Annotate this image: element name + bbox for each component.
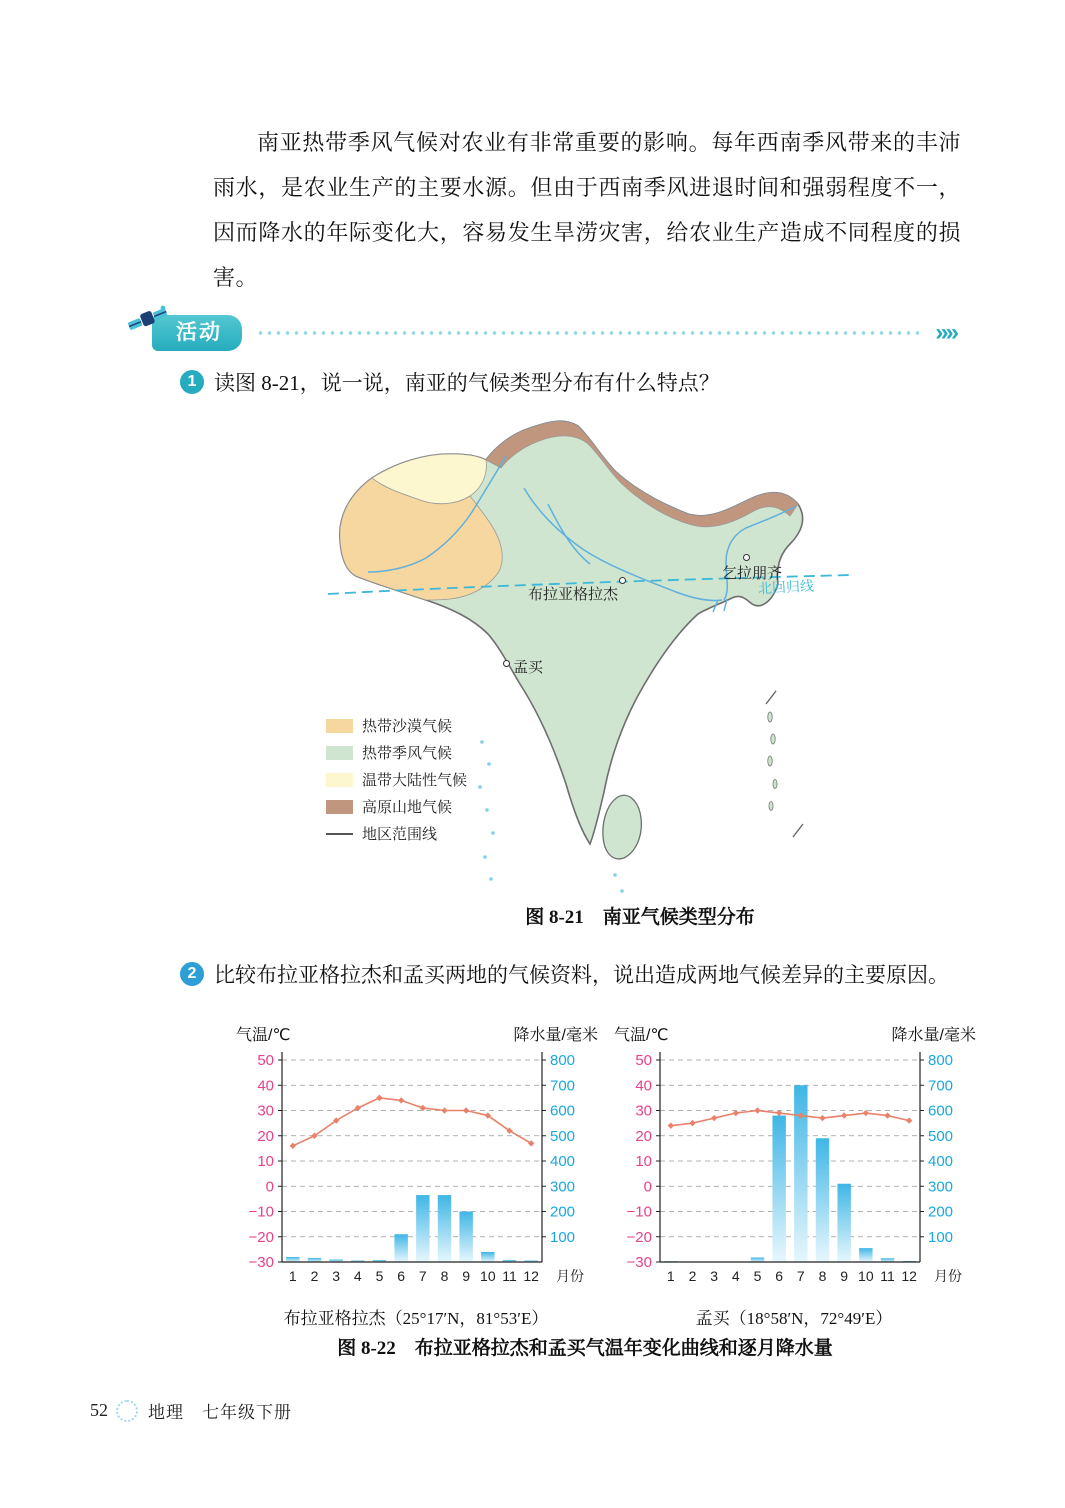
svg-text:100: 100	[550, 1228, 576, 1246]
svg-text:8: 8	[818, 1268, 827, 1284]
svg-text:10: 10	[257, 1153, 274, 1170]
svg-text:−20: −20	[248, 1228, 274, 1246]
climate-chart-mumbai-svg	[608, 1020, 980, 1302]
svg-text:11: 11	[880, 1268, 895, 1284]
legend-item-monsoon	[326, 739, 467, 766]
svg-text:200: 200	[550, 1203, 576, 1221]
svg-text:20: 20	[257, 1127, 274, 1145]
svg-text:12: 12	[901, 1268, 917, 1284]
svg-text:800: 800	[928, 1052, 954, 1069]
climate-chart-mumbai	[608, 1020, 980, 1329]
svg-text:100: 100	[928, 1228, 954, 1246]
svg-text:700: 700	[928, 1077, 954, 1095]
svg-text:4: 4	[353, 1268, 362, 1284]
map-legend	[326, 712, 467, 847]
svg-text:40: 40	[635, 1077, 652, 1095]
activity-number-badge-1: 1	[180, 370, 204, 394]
svg-text:500: 500	[550, 1127, 576, 1145]
svg-text:降水量/毫米: 降水量/毫米	[891, 1027, 976, 1044]
svg-text:10: 10	[480, 1268, 496, 1284]
city-dot-cherrapunji	[743, 554, 750, 561]
climate-chart-prayagraj-svg	[230, 1020, 602, 1302]
page-number: 52	[90, 1400, 108, 1420]
station-label-prayagraj: 布拉亚格拉杰（25°17′N，81°53′E）	[283, 1309, 549, 1328]
svg-text:50: 50	[635, 1052, 652, 1069]
legend-label-monsoon: 热带季风气候	[362, 745, 453, 762]
svg-text:4: 4	[731, 1268, 740, 1284]
svg-text:9: 9	[462, 1268, 471, 1284]
activity-arrows-icon: »»	[935, 319, 956, 346]
footer-dotted-circle-icon	[116, 1400, 138, 1422]
svg-text:3: 3	[332, 1268, 341, 1284]
svg-text:7: 7	[796, 1268, 805, 1284]
city-label-prayagraj: 布拉亚格拉杰	[528, 586, 619, 603]
svg-text:30: 30	[257, 1102, 274, 1120]
city-dot-prayagraj	[619, 577, 626, 584]
activity-item-2	[180, 960, 985, 990]
svg-text:7: 7	[418, 1268, 427, 1284]
activity-text-1: 读图 8-21，说一说，南亚的气候类型分布有什么特点？	[214, 371, 720, 395]
footer-book-title: 地理 七年级下册	[148, 1403, 292, 1422]
legend-swatch-temperate	[326, 773, 353, 787]
legend-swatch-boundary-line	[326, 833, 353, 835]
svg-text:−30: −30	[626, 1254, 652, 1271]
svg-text:−10: −10	[248, 1203, 274, 1221]
page-footer	[90, 1398, 292, 1423]
activity-badge: 活动	[152, 315, 242, 351]
south-asia-climate-map-figure	[310, 412, 870, 912]
svg-text:40: 40	[257, 1077, 274, 1095]
svg-text:气温/℃: 气温/℃	[236, 1027, 291, 1044]
svg-text:月份: 月份	[556, 1268, 584, 1284]
svg-text:20: 20	[635, 1127, 652, 1145]
andaman-islands	[766, 691, 803, 837]
svg-text:700: 700	[550, 1077, 576, 1095]
svg-text:6: 6	[397, 1268, 406, 1284]
svg-text:5: 5	[753, 1268, 762, 1284]
legend-item-plateau	[326, 793, 467, 820]
svg-text:1: 1	[288, 1268, 297, 1284]
legend-swatch-desert	[326, 719, 353, 733]
station-label-mumbai: 孟买（18°58′N，72°49′E）	[695, 1309, 893, 1328]
sri-lanka-island	[603, 795, 641, 859]
climate-chart-prayagraj	[230, 1020, 602, 1329]
svg-text:300: 300	[928, 1178, 954, 1196]
svg-text:2: 2	[688, 1268, 697, 1284]
legend-label-temperate: 温带大陆性气候	[362, 772, 468, 789]
svg-text:2: 2	[310, 1268, 319, 1284]
svg-text:−30: −30	[248, 1254, 274, 1271]
activity-dotted-line	[256, 330, 925, 336]
svg-text:月份: 月份	[934, 1268, 962, 1284]
legend-swatch-monsoon	[326, 746, 353, 760]
svg-text:400: 400	[928, 1153, 954, 1170]
charts-figure-caption: 图 8-22 布拉亚格拉杰和孟买气温年变化曲线和逐月降水量	[337, 1338, 833, 1359]
svg-text:600: 600	[928, 1102, 954, 1120]
svg-text:10: 10	[635, 1153, 652, 1170]
svg-text:600: 600	[550, 1102, 576, 1120]
svg-text:11: 11	[502, 1268, 517, 1284]
svg-text:200: 200	[928, 1203, 954, 1221]
city-label-cherrapunji: 乞拉朋齐	[722, 565, 783, 582]
legend-item-desert	[326, 712, 467, 739]
svg-text:3: 3	[710, 1268, 719, 1284]
svg-text:300: 300	[550, 1178, 576, 1196]
svg-text:−20: −20	[626, 1228, 652, 1246]
map-figure-caption: 图 8-21 南亚气候类型分布	[525, 907, 755, 928]
legend-label-desert: 热带沙漠气候	[362, 718, 453, 735]
svg-text:800: 800	[550, 1052, 576, 1069]
legend-item-temperate	[326, 766, 467, 793]
svg-text:10: 10	[858, 1268, 874, 1284]
svg-text:30: 30	[635, 1102, 652, 1120]
svg-text:0: 0	[643, 1178, 652, 1196]
city-dot-mumbai	[503, 660, 510, 667]
legend-label-plateau: 高原山地气候	[362, 799, 453, 816]
legend-label-boundary: 地区范围线	[362, 826, 438, 843]
svg-text:6: 6	[775, 1268, 784, 1284]
svg-text:500: 500	[928, 1127, 954, 1145]
svg-text:9: 9	[840, 1268, 849, 1284]
svg-text:气温/℃: 气温/℃	[614, 1027, 669, 1044]
svg-text:0: 0	[265, 1178, 274, 1196]
activity-item-1	[180, 368, 985, 398]
legend-item-boundary	[326, 820, 467, 847]
activity-number-badge-2: 2	[180, 962, 204, 986]
svg-text:降水量/毫米: 降水量/毫米	[513, 1027, 598, 1044]
city-label-mumbai: 孟买	[513, 659, 544, 676]
svg-text:−10: −10	[626, 1203, 652, 1221]
svg-text:50: 50	[257, 1052, 274, 1069]
activity-text-2: 比较布拉亚格拉杰和孟买两地的气候资料，说出造成两地气候差异的主要原因。	[214, 963, 949, 987]
svg-text:1: 1	[666, 1268, 675, 1284]
activity-header	[126, 312, 956, 354]
tropic-of-cancer-label: 北回归线	[757, 577, 815, 597]
intro-paragraph: 南亚热带季风气候对农业有非常重要的影响。每年西南季风带来的丰沛雨水，是农业生产的主要水源。但由于西南季风进退时间和强弱程度不一，因而降水的年际变化大，容易发生旱涝灾害，给农业生产造成不同程度的损害。	[213, 130, 961, 290]
svg-text:8: 8	[440, 1268, 449, 1284]
svg-text:400: 400	[550, 1153, 576, 1170]
legend-swatch-plateau	[326, 800, 353, 814]
svg-text:12: 12	[523, 1268, 539, 1284]
satellite-icon	[122, 300, 174, 340]
svg-text:5: 5	[375, 1268, 384, 1284]
